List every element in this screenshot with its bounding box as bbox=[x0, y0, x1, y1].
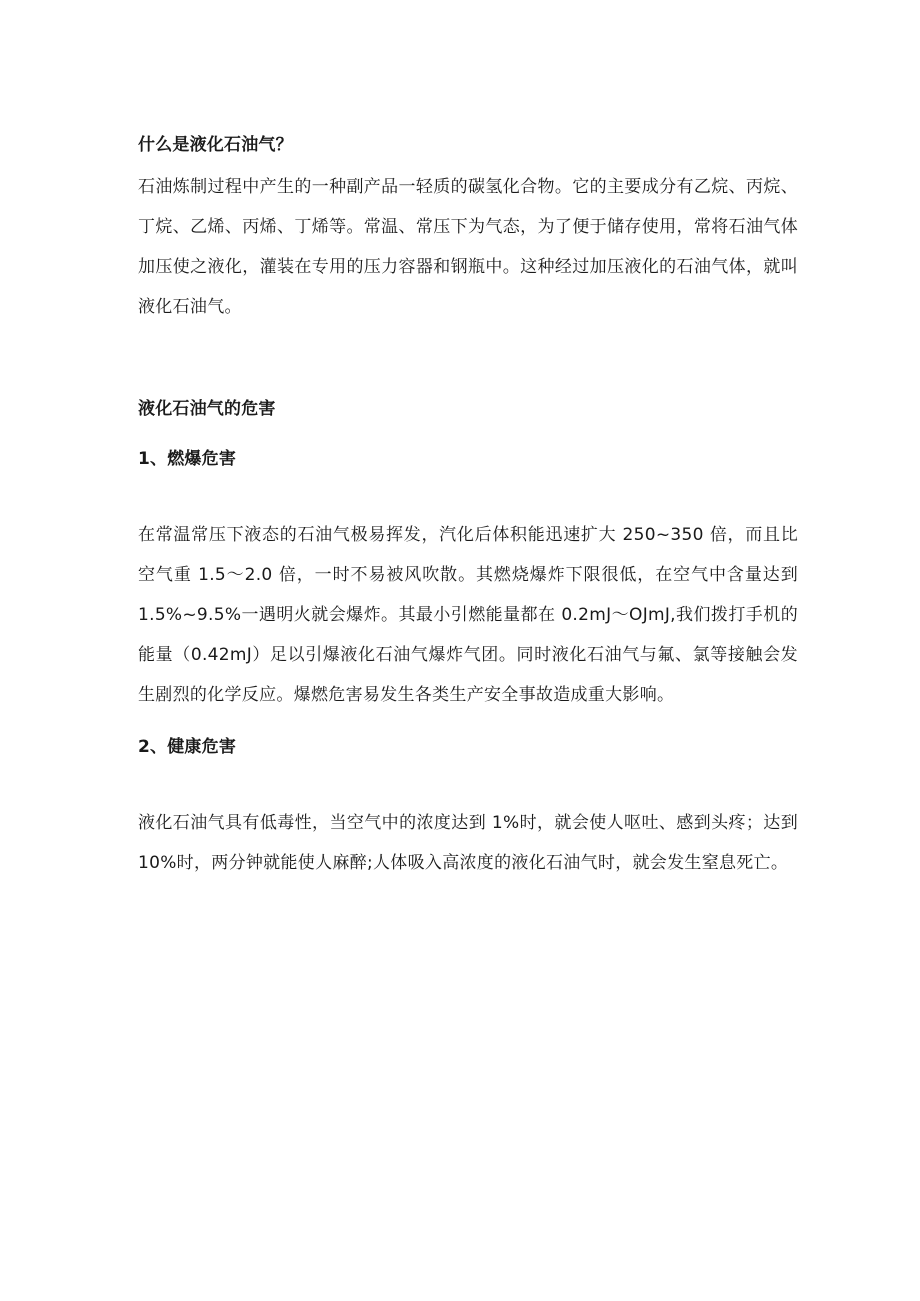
intro-paragraph: 石油炼制过程中产生的一种副产品一轻质的碳氢化合物。它的主要成分有乙烷、丙烷、丁烷、乙烯、丙烯、丁烯等。常温、常压下为气态，为了便于储存使用，常将石油气体加压使之液化，灌装在专用的压力容器和钢瓶中。这种经过加压液化的石油气体，就叫液化石油气。 bbox=[138, 177, 798, 317]
hazard-2-heading: 2、健康危害 bbox=[138, 737, 237, 757]
hazard-1-heading: 1、燃爆危害 bbox=[138, 449, 237, 469]
document-body bbox=[138, 127, 798, 883]
hazards-title: 液化石油气的危害 bbox=[138, 399, 276, 419]
intro-heading: 什么是液化石油气？ bbox=[138, 135, 293, 155]
hazard-2-paragraph: 液化石油气具有低毒性，当空气中的浓度达到 1%时，就会使人呕吐、感到头疼；达到 10%时，两分钟就能使人麻醉;人体吸入高浓度的液化石油气时，就会发生窒息死亡。 bbox=[138, 813, 798, 873]
hazard-1-paragraph: 在常温常压下液态的石油气极易挥发，汽化后体积能迅速扩大 250~350 倍，而且比空气重 1.5～2.0 倍，一时不易被风吹散。其燃烧爆炸下限很低，在空气中含量达到 1.5%~9.5%一遇明火就会爆炸。其最小引燃能量都在 0.2mJ～OJmJ,我们拨打手机的能量（0.42mJ）足以引爆液化石油气爆炸气团。同时液化石油气与氟、氯等接触会发生剧烈的化学反应。爆燃危害易发生各类生产安全事故造成重大影响。 bbox=[138, 525, 798, 705]
